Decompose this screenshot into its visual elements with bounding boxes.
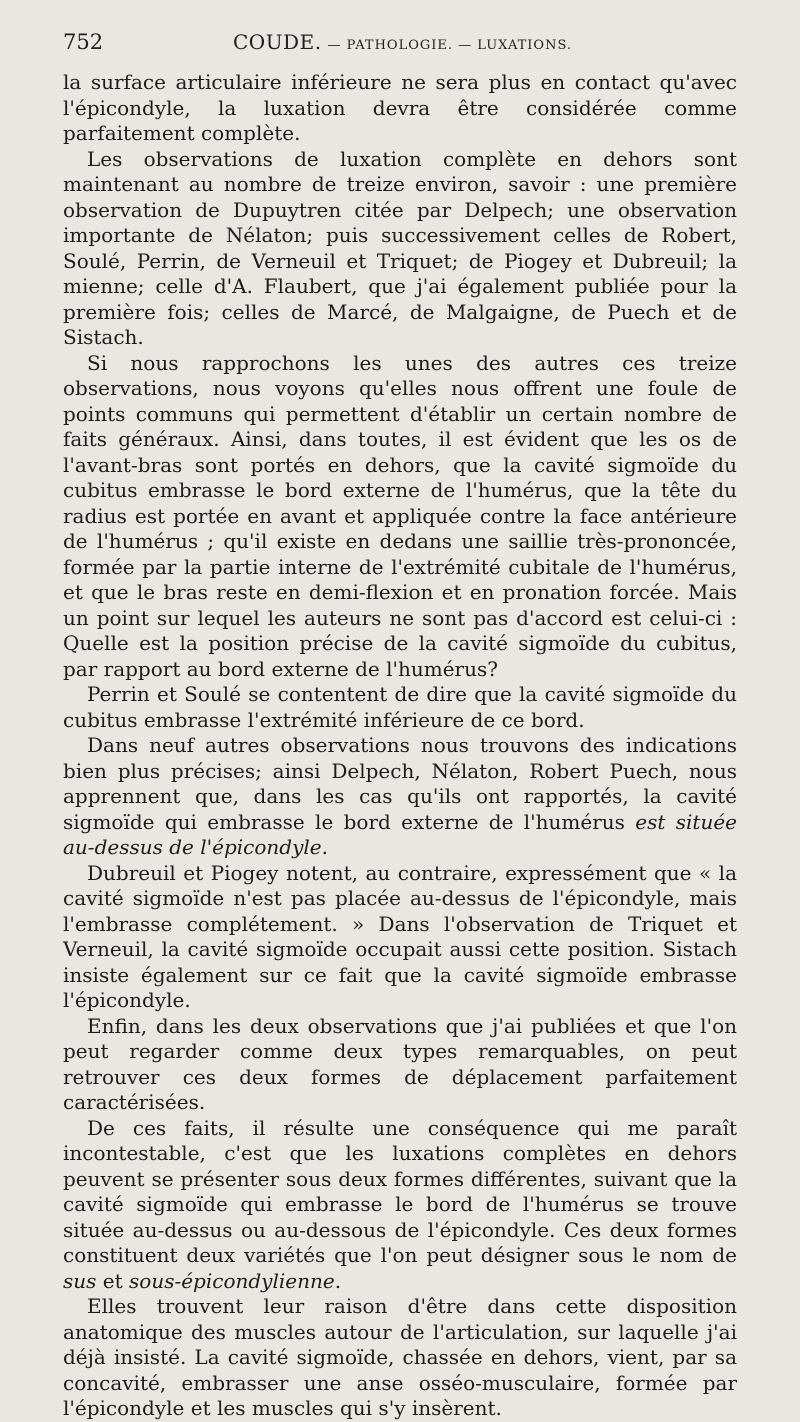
paragraph bbox=[63, 1294, 737, 1422]
paragraph-text: . bbox=[321, 835, 328, 859]
paragraph-text: De ces faits, il résulte une conséquence qui me paraît incontestable, c'est que les luxations complètes en dehors peuvent se présenter sous deux formes différentes, suivant que la cavité sigmoïde qui embrasse le bord de l'humérus se trouve située au-dessus ou au-dessous de l'épicondyle. Ces deux formes constituent deux variétés que l'on peut désigner sous le nom de bbox=[63, 1115, 737, 1267]
paragraph bbox=[63, 70, 737, 147]
paragraph-text: Perrin et Soulé se contentent de dire que la cavité sigmoïde du cubitus embrasse l'extrémité inférieure de ce bord. bbox=[63, 682, 737, 732]
italic-text: est située au-dessus de l'épicondyle bbox=[63, 809, 737, 859]
paragraph bbox=[63, 861, 737, 1014]
running-head-subtitle: — PATHOLOGIE. — LUXATIONS. bbox=[327, 38, 573, 53]
paragraph bbox=[63, 1014, 737, 1116]
paragraph-text: Les observations de luxation complète en dehors sont maintenant au nombre de treize environ, savoir : une première observation de Dupuytren citée par Delpech; une observation importante de Nélaton; puis successivement celles de Robert, Soulé, Perrin, de Verneuil et Triquet; de Piogey et Dubreuil; la mienne; celle d'A. Flaubert, que j'ai également publiée pour la première fois; celles de Marcé, de Malgaigne, de Puech et de Sistach. bbox=[63, 146, 737, 349]
italic-text: sous-épicondylienne bbox=[129, 1268, 335, 1293]
paragraph bbox=[63, 733, 737, 861]
paragraph bbox=[63, 147, 737, 351]
paragraph-text: Si nous rapprochons les unes des autres ces treize observations, nous voyons qu'elles nous offrent une foule de points communs qui permettent d'établir un certain nombre de faits généraux. Ainsi, dans toutes, il est évident que les os de l'avant-bras sont portés en dehors, que la cavité sigmoïde du cubitus embrasse le bord externe de l'humérus, que la tête du radius est portée en avant et appliquée contre la face antérieure de l'humérus ; qu'il existe en dedans une saillie très-prononcée, formée par la partie interne de l'extrémité cubitale de l'humérus, et que le bras reste en demi-flexion et en pronation forcée. Mais un point sur lequel les auteurs ne sont pas d'accord est celui-ci : Quelle est la position précise de la cavité sigmoïde du cubitus, par rapport au bord externe de l'humérus? bbox=[63, 350, 737, 681]
paragraph bbox=[63, 351, 737, 683]
paragraph-text: Enfin, dans les deux observations que j'ai publiées et que l'on peut regarder comme deux types remarquables, on peut retrouver ces deux formes de déplacement parfaitement caractérisées. bbox=[63, 1013, 737, 1114]
paragraph bbox=[63, 1116, 737, 1295]
paragraph-text: Dubreuil et Piogey notent, au contraire, expressément que « la cavité sigmoïde n'est pas placée au-dessus de l'épicondyle, mais l'embrasse complétement. » Dans l'observation de Triquet et Verneuil, la cavité sigmoïde occupait aussi cette position. Sistach insiste également sur ce fait que la cavité sigmoïde embrasse l'épicondyle. bbox=[63, 860, 737, 1012]
paragraph-text: et bbox=[96, 1268, 130, 1293]
paragraph-text: Elles trouvent leur raison d'être dans cette disposition anatomique des muscles autour de l'articulation, sur laquelle j'ai déjà insisté. La cavité sigmoïde, chassée en dehors, vient, par sa concavité, embrasser une anse osséo-musculaire, formée par l'épicondyle et les muscles qui s'y insèrent. bbox=[63, 1294, 737, 1420]
paragraph-text: Dans neuf autres observations nous trouvons des indications bien plus précises; ainsi Delpech, Nélaton, Robert Puech, nous apprennent que, dans les cas qu'ils ont rapportés, la cavité sigmoïde qui embrasse le bord externe de l'humérus bbox=[63, 733, 737, 834]
paragraph-text: . bbox=[334, 1268, 342, 1293]
italic-text: sus bbox=[63, 1268, 97, 1293]
running-head-title: COUDE. bbox=[233, 30, 322, 54]
page-number: 752 bbox=[63, 30, 104, 54]
paragraph-text: la surface articulaire inférieure ne sera plus en contact qu'avec l'épicondyle, la luxation devra être considérée comme parfaitement complète. bbox=[63, 70, 737, 145]
running-head bbox=[63, 30, 737, 66]
paragraph bbox=[63, 682, 737, 733]
body-text bbox=[63, 70, 737, 1422]
